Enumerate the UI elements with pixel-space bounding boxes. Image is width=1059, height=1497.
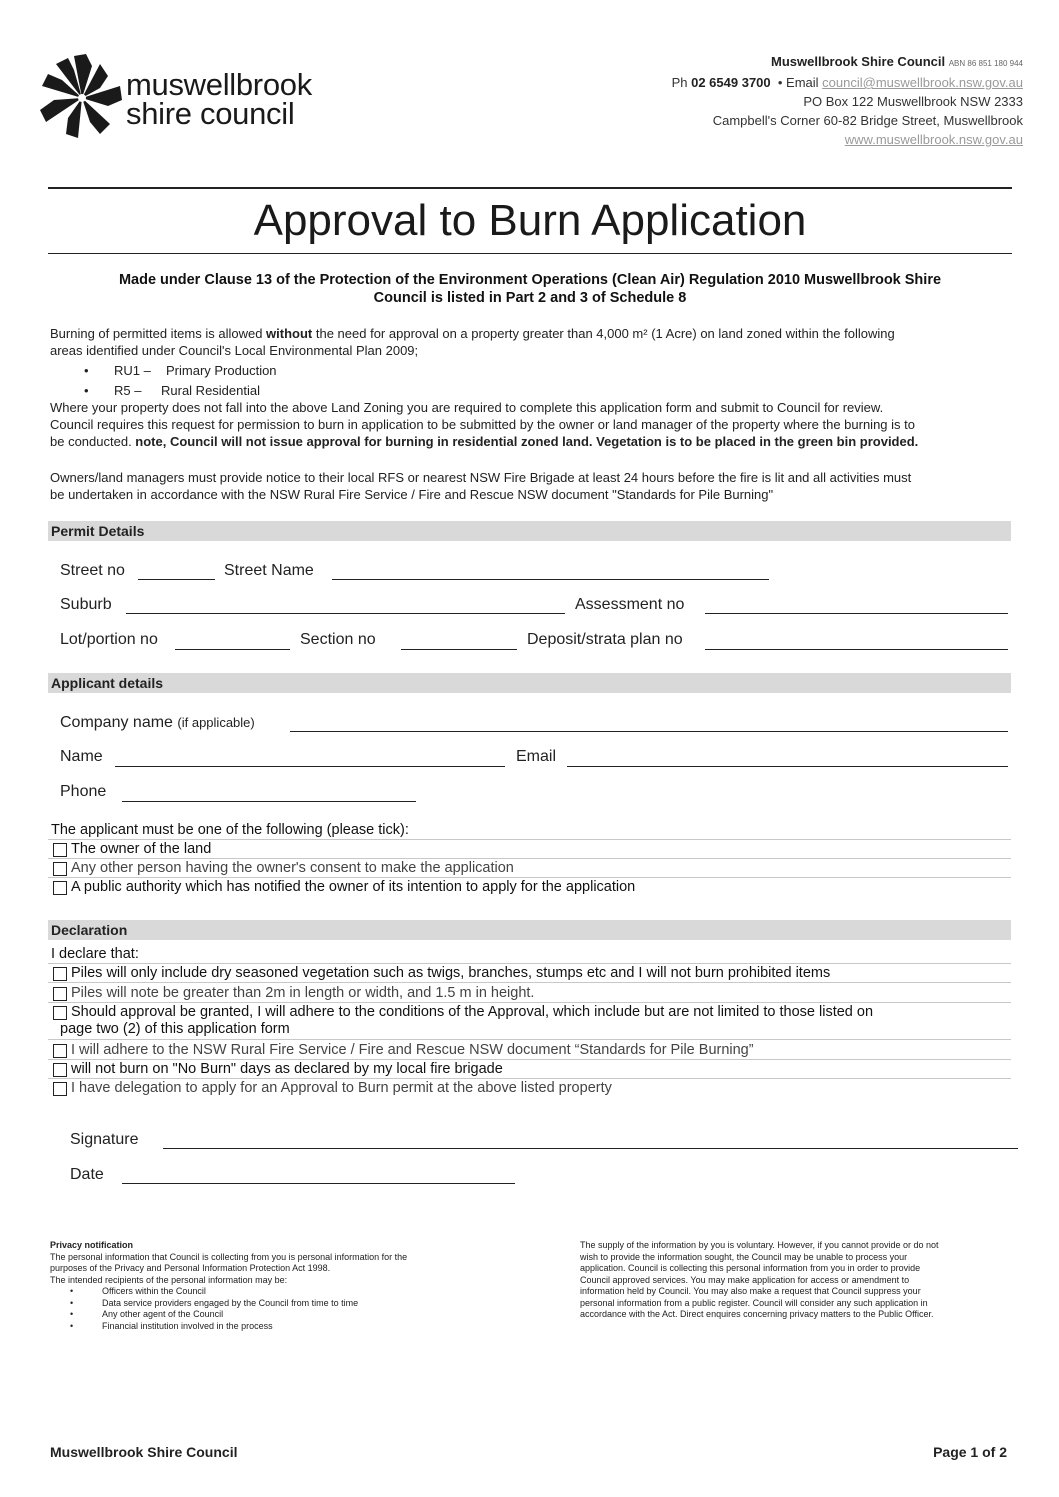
declaration-item-conditions-cont: page two (2) of this application form [60,1021,290,1037]
abn: ABN 86 851 180 944 [948,59,1023,68]
applicant-details-heading: Applicant details [48,673,1011,693]
checkbox[interactable] [53,987,67,1001]
name-field[interactable] [115,766,505,767]
declaration-heading: Declaration [48,920,1011,940]
list-item: • Officers within the Council [70,1286,206,1296]
privacy-recipients-list [50,1286,490,1332]
signature-field[interactable] [163,1148,1018,1149]
date-field[interactable] [122,1183,515,1184]
notice-paragraph: Owners/land managers must provide notice to their local RFS or nearest NSW Fire Brigade at least 24 hours before the fire is lit and all activities must be undertaken in accordance with the NSW Rural Fire Service / Fire and Rescue NSW document "Standards for Pile Burning" [50,470,912,502]
street-no-field[interactable] [138,579,215,580]
phone-number: 02 6549 3700 [691,75,771,90]
website-link[interactable]: www.muswellbrook.nsw.gov.au [844,132,1023,147]
company-name-label: Company name (if applicable) [60,714,255,731]
row-divider [48,1002,1011,1003]
suburb-field[interactable] [126,613,565,614]
row-divider [48,982,1011,983]
date-label: Date [70,1166,104,1183]
zone-item: • RU1 – Primary Production [84,363,277,378]
row-divider [48,1078,1011,1079]
row-divider [48,963,1011,964]
checkbox[interactable] [53,843,67,857]
option-owner[interactable]: The owner of the land [51,841,211,857]
assessment-no-field[interactable] [705,613,1008,614]
title-divider [48,253,1012,254]
zoning-paragraph: Where your property does not fall into the above Land Zoning you are required to complete this application form and submit to Council for review. Council requires this request for permission to burn in application to be submitted by the owner or land manager of the property where the burning is to be conducted. note, Council will not issue approval for burning in residential zoned land. Vegetation is to be placed in the green bin provided. [50,400,919,449]
checkbox[interactable] [53,967,67,981]
page-number: Page 1 of 2 [933,1444,1007,1460]
logo-wordmark: muswellbrook shire council [126,67,312,131]
declaration-item-standards[interactable]: I will adhere to the NSW Rural Fire Service / Fire and Rescue NSW document “Standards for Pile Burning” [51,1042,754,1058]
contact-block: Muswellbrook Shire Council ABN 86 851 180 944 Ph 02 6549 3700 • Email council@muswellbrook.nsw.gov.au PO Box 122 Muswellbrook NSW 2333 Campbell's Corner 60-82 Bridge Street, Muswellbrook www.muswellbrook.nsw.gov.au [671,54,1023,147]
checkbox[interactable] [53,1063,67,1077]
footer-org: Muswellbrook Shire Council [50,1444,238,1460]
street-name-field[interactable] [332,579,769,580]
phone-label: Phone [60,783,107,800]
list-item: • Data service providers engaged by the Council from time to time [70,1297,359,1308]
checkbox[interactable] [53,881,67,895]
checkbox[interactable] [53,862,67,876]
email-field[interactable] [567,766,1008,767]
street-no-label: Street no [60,562,125,579]
checkbox[interactable] [53,1082,67,1096]
permit-details-heading: Permit Details [48,521,1011,541]
checkbox[interactable] [53,1044,67,1058]
section-no-field[interactable] [401,649,517,650]
email-link[interactable]: council@muswellbrook.nsw.gov.au [822,75,1023,90]
declaration-item-pile-size[interactable]: Piles will note be greater than 2m in length or width, and 1.5 m in height. [51,985,534,1001]
company-name-field[interactable] [290,731,1008,732]
option-public-authority[interactable]: A public authority which has notified the owner of its intention to apply for the application [51,879,635,895]
list-item: • Financial institution involved in the process [70,1320,273,1331]
privacy-notice-left: Privacy notification The personal information that Council is collecting from you is personal information for the purposes of the Privacy and Personal Information Protection Act 1998. The intended recipients of the personal information may be: [50,1240,408,1285]
declaration-intro: I declare that: [51,946,139,962]
row-divider [48,858,1011,859]
phone-field[interactable] [122,801,416,802]
declaration-item-delegation[interactable]: I have delegation to apply for an Approval to Burn permit at the above listed property [51,1080,612,1096]
street-name-label: Street Name [224,562,314,579]
regulation-subtitle: Made under Clause 13 of the Protection of the Environment Operations (Clean Air) Regulation 2010 Muswellbrook Shire Council is listed in Part 2 and 3 of Schedule 8 [118,272,942,306]
street-address: Campbell's Corner 60-82 Bridge Street, Muswellbrook [712,113,1023,128]
name-label: Name [60,748,103,765]
declaration-item-conditions[interactable]: Should approval be granted, I will adhere to the conditions of the Approval, which include but are not limited to those listed on [51,1004,873,1020]
header-divider [48,187,1012,189]
applicant-type-instruction: The applicant must be one of the following (please tick): [51,822,409,838]
po-box: PO Box 122 Muswellbrook NSW 2333 [803,94,1023,109]
declaration-item-no-burn-days[interactable]: will not burn on "No Burn" days as declared by my local fire brigade [51,1061,503,1077]
signature-label: Signature [70,1131,139,1148]
council-logo-icon [38,52,124,142]
intro-paragraph: Burning of permitted items is allowed without the need for approval on a property greater than 4,000 m² (1 Acre) on land zoned within the following areas identified under Council's Local Environmental Plan 2009; [50,326,895,358]
email-label: Email [516,748,557,765]
assessment-no-label: Assessment no [575,596,685,613]
row-divider [48,839,1011,840]
option-owner-consent[interactable]: Any other person having the owner's consent to make the application [51,860,514,876]
lot-label: Lot/portion no [60,631,158,648]
row-divider [48,1059,1011,1060]
declaration-item-vegetation[interactable]: Piles will only include dry seasoned vegetation such as twigs, branches, stumps etc and I will not burn prohibited items [51,965,830,981]
suburb-label: Suburb [60,596,112,613]
deposit-plan-label: Deposit/strata plan no [527,631,683,648]
org-name: Muswellbrook Shire Council [771,54,946,69]
lot-field[interactable] [175,649,290,650]
page-title: Approval to Burn Application [253,196,807,245]
row-divider [48,877,1011,878]
list-item: • Any other agent of the Council [70,1309,224,1319]
section-no-label: Section no [300,631,376,648]
deposit-plan-field[interactable] [705,649,1008,650]
zone-item: • R5 – Rural Residential [84,383,260,398]
row-divider [48,1039,1011,1040]
checkbox[interactable] [53,1006,67,1020]
privacy-notice-right: The supply of the information by you is voluntary. However, if you cannot provide or do not wish to provide the information sought, the Council may be unable to process your application. Council is collecting this personal information from you in order to provide Council approved services. You may make application for access or amendment to information held by Council. You may also make a request that Council suppress your personal information from a public register. Council will consider any such application in accordance with the Act. Direct enquires concerning privacy matters to the Public Officer. [580,1240,939,1319]
